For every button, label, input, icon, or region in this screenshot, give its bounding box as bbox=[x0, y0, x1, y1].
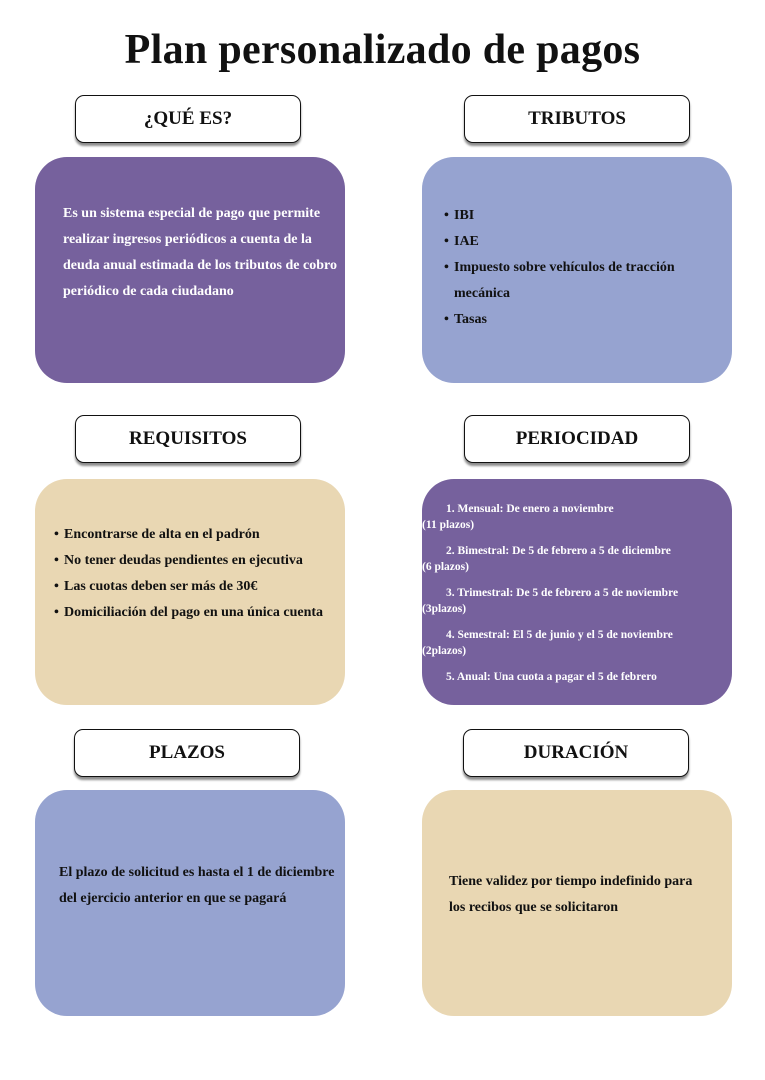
card-tributos bbox=[422, 157, 732, 383]
que-es-text: Es un sistema especial de pago que permite realizar ingresos periódicos a cuenta de la deuda anual estimada de los tributos de cobro periódico de cada ciudadano bbox=[63, 206, 337, 299]
list-item: 1. Mensual: De enero a noviembre (11 plazos) bbox=[422, 503, 614, 531]
page-title: Plan personalizado de pagos bbox=[124, 27, 641, 73]
list-item: • Domiciliación del pago en una única cuenta bbox=[54, 605, 324, 620]
heading-duracion: DURACIÓN bbox=[463, 729, 689, 777]
card-periodicidad bbox=[422, 479, 732, 705]
card-que-es bbox=[35, 157, 345, 383]
heading-que-es: ¿QUÉ ES? bbox=[75, 95, 301, 143]
card-duracion bbox=[422, 790, 732, 1016]
heading-periodicidad: PERIOCIDAD bbox=[464, 415, 690, 463]
list-item: 3. Trimestral: De 5 de febrero a 5 de noviembre (3plazos) bbox=[422, 587, 679, 615]
card-requisitos bbox=[35, 479, 345, 705]
list-item: • No tener deudas pendientes en ejecutiva bbox=[54, 553, 303, 568]
list-item: • Las cuotas deben ser más de 30€ bbox=[54, 579, 258, 594]
list-item: 2. Bimestral: De 5 de febrero a 5 de diciembre (6 plazos) bbox=[422, 545, 671, 573]
list-item: • Encontrarse de alta en el padrón bbox=[54, 527, 260, 542]
heading-tributos: TRIBUTOS bbox=[464, 95, 690, 143]
plazos-text: El plazo de solicitud es hasta el 1 de diciembre del ejercicio anterior en que se pagará bbox=[59, 865, 335, 906]
list-item: 5. Anual: Una cuota a pagar el 5 de febrero bbox=[446, 671, 657, 683]
card-plazos bbox=[35, 790, 345, 1016]
list-item: 4. Semestral: El 5 de junio y el 5 de noviembre (2plazos) bbox=[422, 629, 673, 657]
heading-plazos: PLAZOS bbox=[74, 729, 300, 777]
list-item: • IAE bbox=[444, 234, 479, 249]
list-item: • IBI bbox=[444, 208, 475, 223]
tributos-list bbox=[444, 203, 724, 333]
periodicidad-list bbox=[422, 501, 732, 695]
duracion-text: Tiene validez por tiempo indefinido para los recibos que se solicitaron bbox=[449, 874, 693, 915]
heading-requisitos: REQUISITOS bbox=[75, 415, 301, 463]
list-item: • Impuesto sobre vehículos de tracción mecánica bbox=[444, 260, 675, 301]
list-item: • Tasas bbox=[444, 312, 487, 327]
requisitos-list bbox=[54, 522, 342, 626]
